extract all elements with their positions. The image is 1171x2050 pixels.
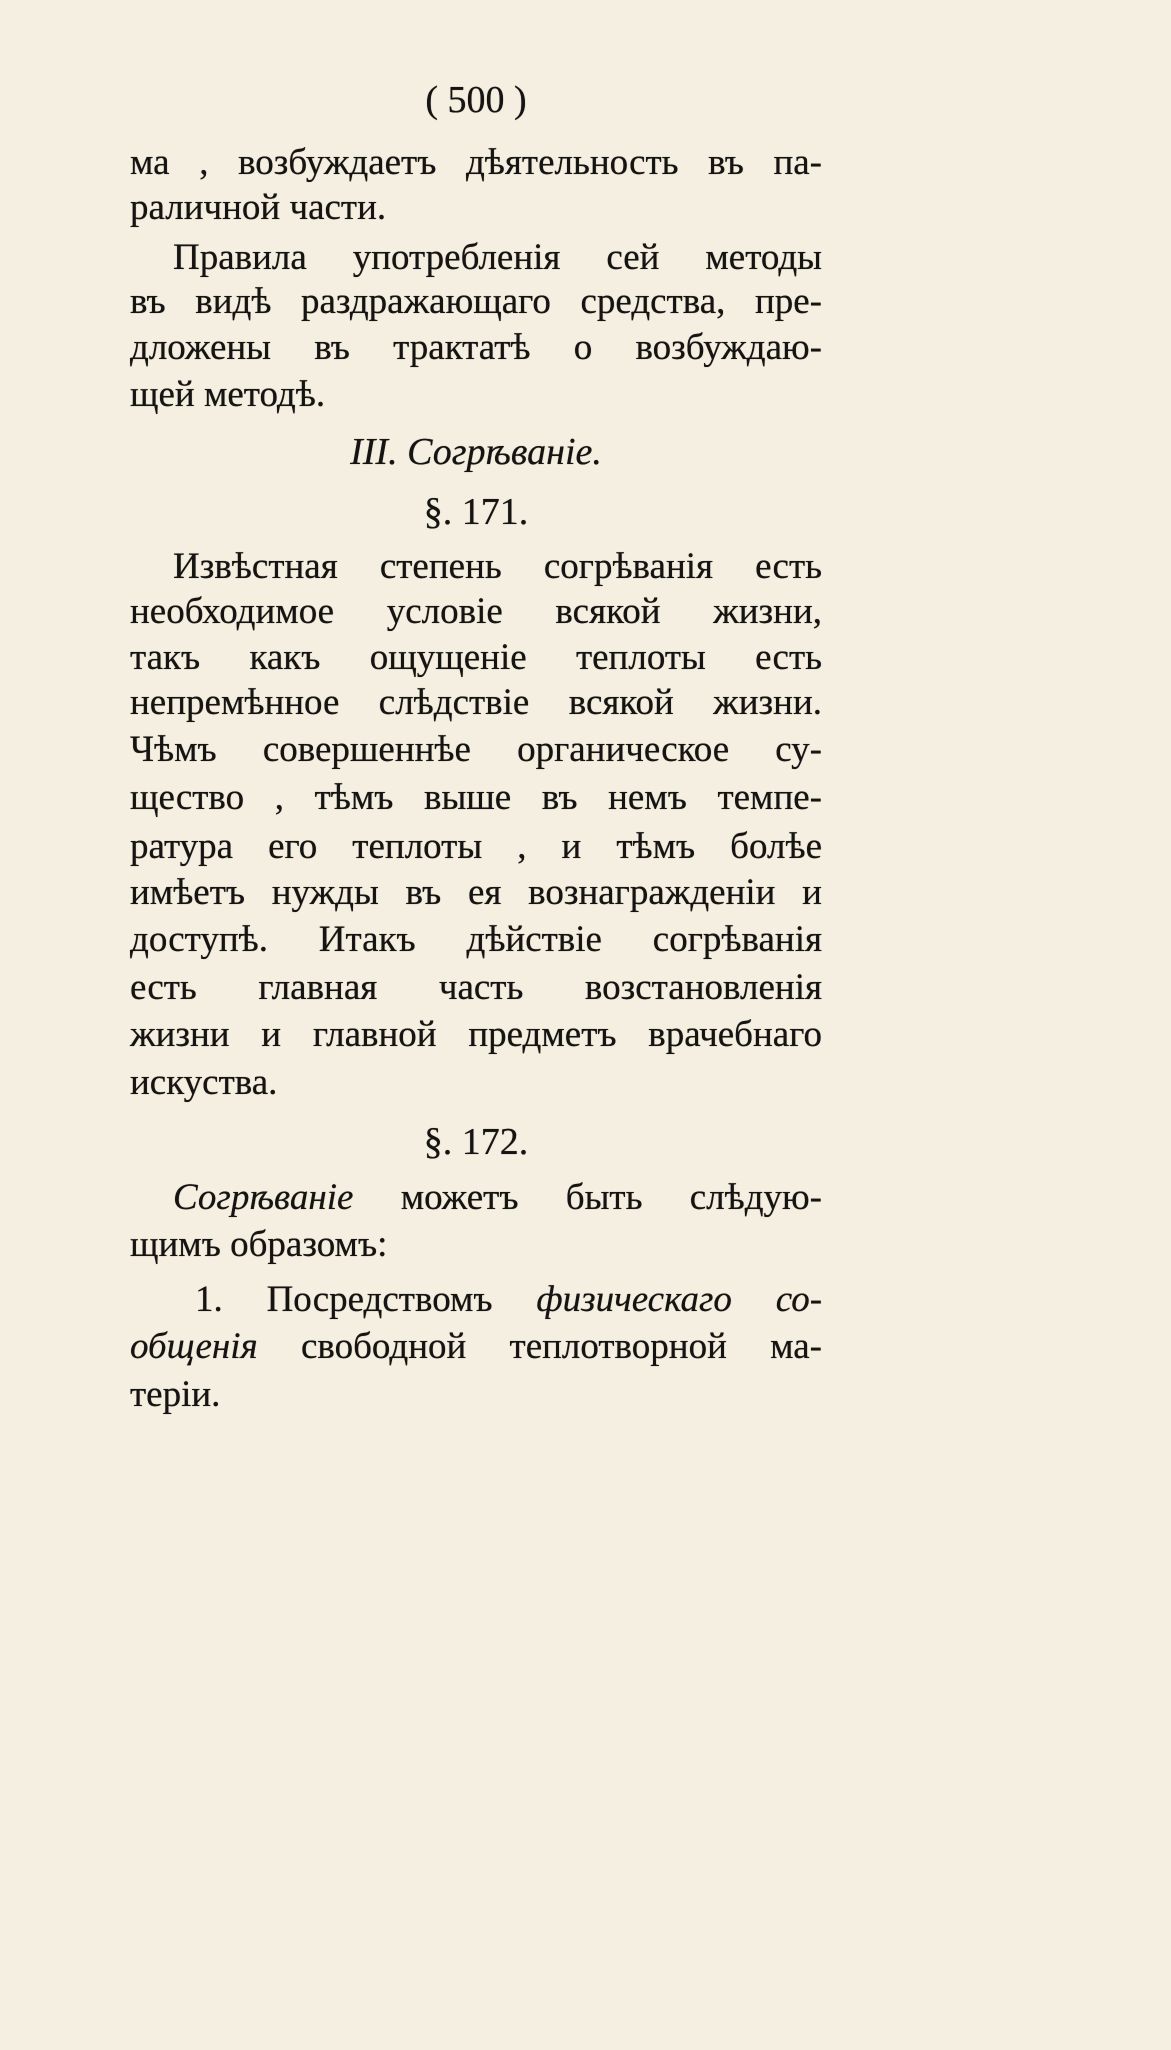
text-line: щество , тѣмъ выше въ немъ темпе- bbox=[130, 777, 822, 818]
text-line: щей методѣ. bbox=[130, 374, 326, 415]
text-line: непремѣнное слѣдствіе всякой жизни. bbox=[130, 682, 822, 723]
text-line bbox=[130, 1324, 822, 1370]
text-line: щимъ образомъ: bbox=[130, 1224, 388, 1265]
text-line: доступѣ. Итакъ дѣйствіе согрѣванія bbox=[130, 919, 822, 960]
text-line: Извѣстная степень согрѣванія есть bbox=[173, 546, 822, 587]
text-line: ратура его теплоты , и тѣмъ болѣе bbox=[130, 826, 822, 867]
text-line: жизни и главной предметъ врачебнаго bbox=[130, 1014, 822, 1055]
text-line: раличной части. bbox=[130, 187, 387, 228]
list-item-line bbox=[130, 1277, 822, 1323]
text-line: имѣетъ нужды въ ея вознагражденіи и bbox=[130, 872, 822, 913]
text-line: искуства. bbox=[130, 1062, 278, 1103]
text-line: ма , возбуждаетъ дѣятельность въ па- bbox=[130, 142, 822, 183]
text-line bbox=[130, 1175, 822, 1221]
italic-term: Согрѣваніе bbox=[173, 1177, 354, 1218]
text-line: есть главная часть возстановленія bbox=[130, 967, 822, 1008]
text-run: можетъ быть слѣдую- bbox=[400, 1177, 822, 1218]
paragraph-mark-172: §. 172. bbox=[423, 1121, 529, 1163]
text-line: теріи. bbox=[130, 1374, 221, 1415]
text-line: такъ какъ ощущеніе теплоты есть bbox=[130, 637, 822, 678]
text-line: Чѣмъ совершеннѣе органическое су- bbox=[130, 729, 822, 770]
text-line: въ видѣ раздражающаго средства, пре- bbox=[130, 281, 822, 322]
text-line: дложены въ трактатѣ о возбуждаю- bbox=[130, 327, 822, 368]
paragraph-mark-171: §. 171. bbox=[423, 491, 529, 533]
italic-term: физическаго со- bbox=[536, 1279, 823, 1320]
section-heading: III. Согрѣваніе. bbox=[350, 431, 602, 473]
italic-term: общенія bbox=[130, 1326, 258, 1367]
text-run: свободной теплотворной ма- bbox=[300, 1326, 823, 1367]
text-line: необходимое условіе всякой жизни, bbox=[130, 591, 822, 632]
page-number: ( 500 ) bbox=[425, 79, 527, 121]
text-line: Правила употребленія сей методы bbox=[173, 237, 822, 278]
text-run: Посредствомъ bbox=[266, 1279, 493, 1320]
list-item-number: 1. bbox=[195, 1279, 223, 1320]
